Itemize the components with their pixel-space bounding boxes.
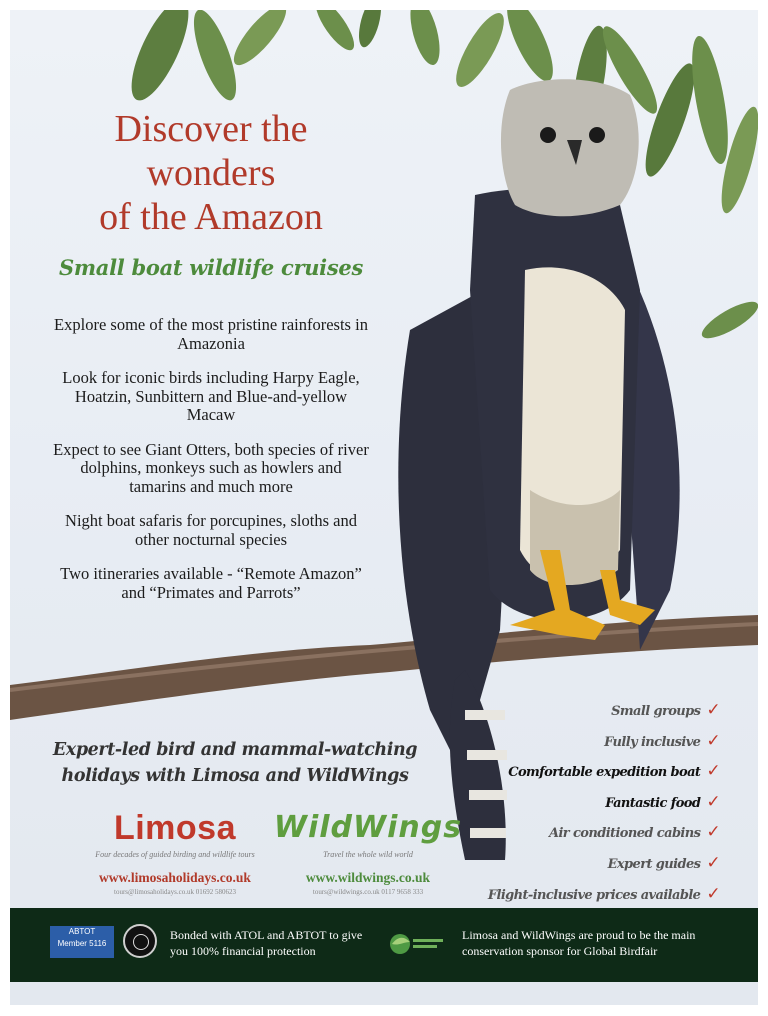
feature-label: Air conditioned cabins [548,826,701,842]
feature-label: Flight-inclusive prices available [487,887,701,903]
financial-protection-text: Bonded with ATOL and ABTOT to give you 100% financial protection [170,928,363,958]
paragraph: Explore some of the most pristine rainforests in Amazonia [54,315,368,353]
feature-label: Fantastic food [605,795,701,811]
abtot-logo [50,926,114,958]
limosa-url[interactable]: www.limosaholidays.co.uk [99,870,251,885]
limosa-contact: tours@limosaholidays.co.uk 01692 580623 [114,888,236,896]
feature-item [420,757,720,788]
headline-line-2: wonders [146,152,276,194]
feature-label: Small groups [611,704,701,719]
limosa-strapline: Four decades of guided birding and wildlife tours [95,850,255,859]
abtot-member: Member 5116 [57,939,107,948]
sponsor-text: Limosa and WildWings are proud to be the main conservation sponsor for Global Birdfair [462,928,696,958]
subtitle: Small boat wildlife cruises [59,255,363,280]
abtot-label: ABTOT [68,927,96,936]
check-icon: ✓ [706,730,720,751]
check-icon: ✓ [706,883,720,904]
feature-item [420,788,720,819]
feature-label: Expert guides [607,856,701,872]
headline [50,107,372,239]
limosa-brand [70,808,280,897]
headline-line-3: of the Amazon [99,196,323,238]
feature-item [420,849,720,880]
check-icon: ✓ [706,700,720,720]
feature-label: Comfortable expedition boat [508,765,701,781]
check-icon: ✓ [706,822,720,843]
footer-bar [10,908,758,982]
wildwings-contact: tours@wildwings.co.uk 0117 9658 333 [312,888,424,896]
feature-list [420,696,720,910]
feature-item [420,696,720,727]
paragraph: Two itineraries available - “Remote Amazon” and “Primates and Parrots” [60,564,362,602]
paragraph: Expect to see Giant Otters, both species of river dolphins, monkeys such as howlers and tamarins and much more [53,439,369,496]
wildwings-strapline: Travel the whole wild world [323,850,413,859]
feature-item [420,880,720,911]
check-icon: ✓ [706,761,720,782]
tagline: Expert-led bird and mammal-watching holidays with Limosa and WildWings [52,740,418,786]
description [50,316,372,618]
atol-logo-icon [123,924,157,958]
global-birdfair-logo [388,924,446,964]
paragraph: Look for iconic birds including Harpy Eagle, Hoatzin, Sunbittern and Blue-and-yellow Macaw [62,368,360,424]
check-icon: ✓ [706,852,720,873]
wildwings-logo: WildWings [273,810,463,845]
limosa-logo: Limosa [113,809,237,847]
paragraph: Night boat safaris for porcupines, sloths and other nocturnal species [65,511,357,549]
feature-item [420,727,720,758]
wildwings-url[interactable]: www.wildwings.co.uk [305,870,431,885]
feature-item [420,818,720,849]
feature-label: Fully inclusive [604,734,701,750]
poster [10,10,758,1005]
headline-line-1: Discover the [114,108,308,150]
check-icon: ✓ [706,791,720,812]
